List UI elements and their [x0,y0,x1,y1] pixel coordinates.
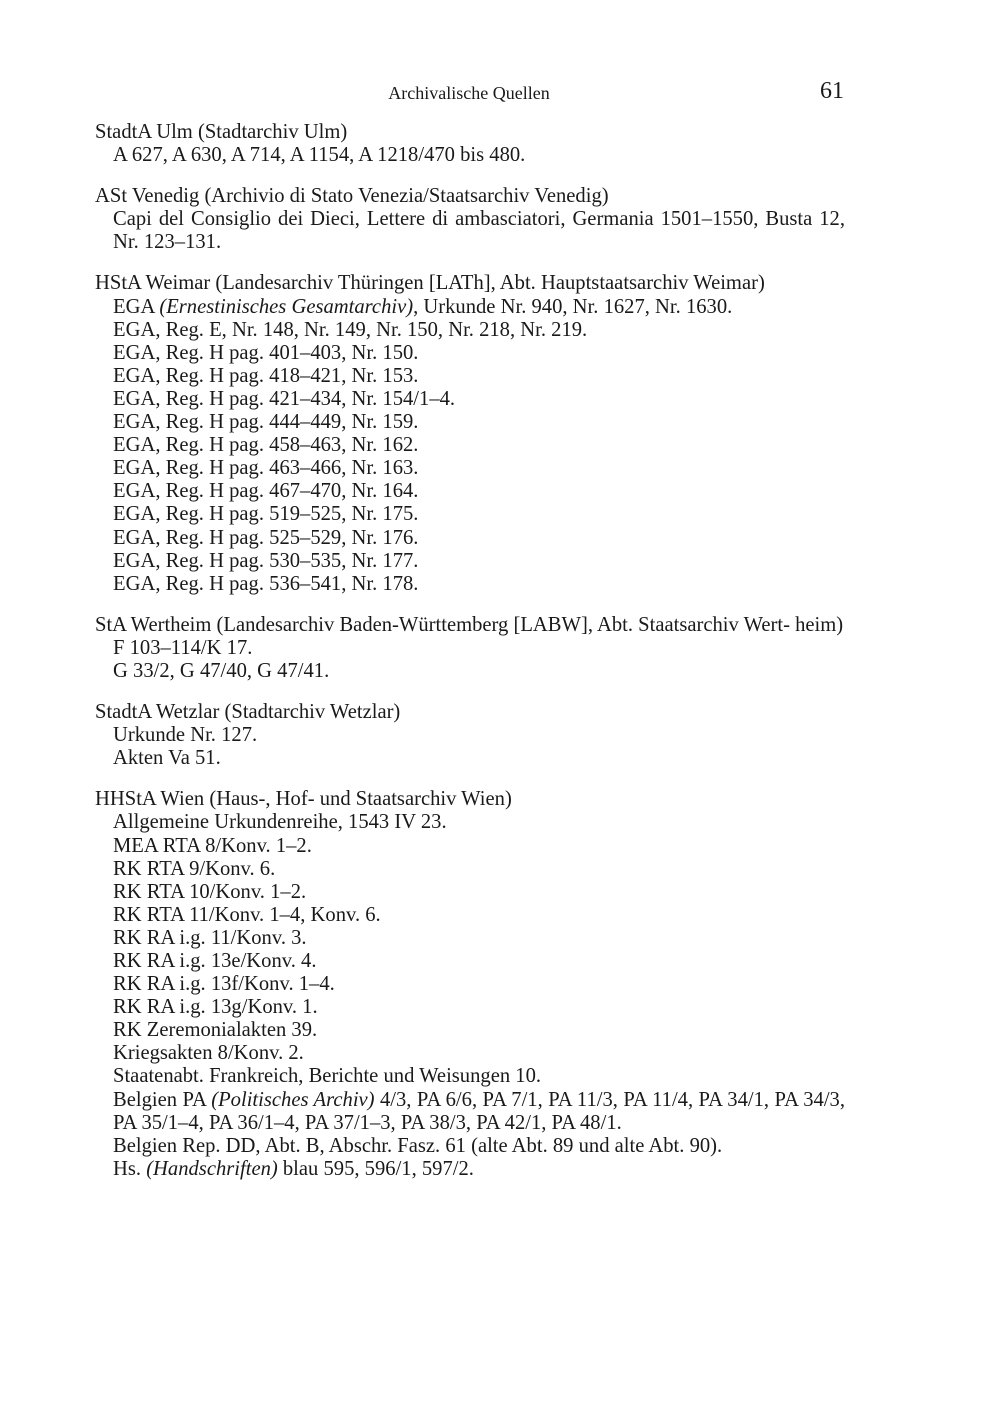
entry-text: Hs. [113,1157,147,1180]
entry-italic-text: (Handschriften) [146,1157,278,1180]
entry-text: EGA [113,295,160,318]
archive-section [95,614,845,683]
archive-entry: Akten Va 51. [113,747,221,770]
archive-entry: Allgemeine Urkundenreihe, 1543 IV 23. [113,811,447,834]
entry-text: 4/3, PA 6/6, PA 7/1, PA 11/3, PA 11/4, PA 34/1, PA 34/3, PA 35/1–4, PA 36/1–4, PA 37/1–3, PA 38/3, PA 42/1, PA 48/1. [113,1088,846,1134]
archive-entry: EGA, Reg. H pag. 418–421, Nr. 153. [113,364,419,387]
archive-entry: RK RTA 11/Konv. 1–4, Konv. 6. [113,903,381,926]
archive-heading: StA Wertheim (Landesarchiv Baden-Württemberg [LABW], Abt. Staatsarchiv Wert- heim) [95,613,844,636]
archive-heading: HHStA Wien (Haus-, Hof- und Staatsarchiv Wien) [95,788,512,811]
entry-italic-text: (Ernestinisches Gesamtarchiv) [159,295,414,318]
running-head-title: Archivalische Quellen [388,83,550,103]
archive-heading: StadtA Ulm (Stadtarchiv Ulm) [95,121,348,143]
archive-section [95,788,845,1181]
entry-italic-text: (Politisches Archiv) [211,1088,375,1111]
archive-entry: G 33/2, G 47/40, G 47/41. [113,659,330,682]
running-header [0,80,1004,106]
archive-entry: RK RA i.g. 13g/Konv. 1. [113,996,318,1019]
archive-heading: ASt Venedig (Archivio di Stato Venezia/Staatsarchiv Venedig) [95,185,609,208]
page-number: 61 [820,78,844,104]
archive-entry: EGA, Reg. H pag. 401–403, Nr. 150. [113,341,419,364]
archive-heading: HStA Weimar (Landesarchiv Thüringen [LATh], Abt. Hauptstaatsarchiv Weimar) [95,272,765,295]
archive-entry: Capi del Consiglio dei Dieci, Lettere di ambasciatori, Germania 1501–1550, Busta 12, Nr. 123–131. [113,208,845,254]
archive-entry: EGA, Reg. H pag. 421–434, Nr. 154/1–4. [113,387,456,410]
archive-entry: RK Zeremonialakten 39. [113,1019,318,1042]
archive-entry: Urkunde Nr. 127. [113,724,258,747]
archive-entry: RK RA i.g. 11/Konv. 3. [113,926,307,949]
archive-entry: RK RA i.g. 13f/Konv. 1–4. [113,973,335,996]
archive-entry: EGA, Reg. H pag. 530–535, Nr. 177. [113,549,419,572]
archive-section [95,121,845,167]
archive-entry: EGA, Reg. H pag. 525–529, Nr. 176. [113,526,419,549]
entry-text: Belgien PA [113,1088,212,1111]
archive-entry: EGA, Reg. H pag. 463–466, Nr. 163. [113,457,419,480]
archive-heading: StadtA Wetzlar (Stadtarchiv Wetzlar) [95,701,401,724]
archive-entry: RK RA i.g. 13e/Konv. 4. [113,950,317,972]
archive-entry: Staatenabt. Frankreich, Berichte und Weisungen 10. [113,1065,542,1088]
archive-entry: Kriegsakten 8/Konv. 2. [113,1042,304,1065]
archive-entry: EGA, Reg. H pag. 519–525, Nr. 175. [113,503,419,526]
archive-entry: Belgien Rep. DD, Abt. B, Abschr. Fasz. 61 (alte Abt. 89 und alte Abt. 90). [113,1134,723,1157]
archive-entry: RK RTA 10/Konv. 1–2. [113,880,307,903]
archive-entry: EGA, Reg. H pag. 458–463, Nr. 162. [113,434,419,457]
archive-entry [95,1158,845,1181]
archive-section [95,272,845,595]
archive-entry: EGA, Reg. H pag. 444–449, Nr. 159. [113,411,419,434]
archive-section [95,185,845,254]
archive-entry: F 103–114/K 17. [113,636,253,659]
archive-source-list [95,121,845,1199]
archive-entry: EGA, Reg. H pag. 467–470, Nr. 164. [113,480,419,503]
archive-entry: MEA RTA 8/Konv. 1–2. [113,834,312,857]
archive-entry: EGA, Reg. E, Nr. 148, Nr. 149, Nr. 150, Nr. 218, Nr. 219. [113,318,588,341]
entry-text: , Urkunde Nr. 940, Nr. 1627, Nr. 1630. [413,295,733,318]
archive-entry: A 627, A 630, A 714, A 1154, A 1218/470 bis 480. [113,144,526,167]
archive-entry: RK RTA 9/Konv. 6. [113,857,276,880]
entry-text: blau 595, 596/1, 597/2. [277,1157,474,1180]
archive-entry [95,1089,845,1135]
archive-section [95,701,845,770]
archive-entry [95,296,845,319]
archive-entry: EGA, Reg. H pag. 536–541, Nr. 178. [113,572,419,595]
